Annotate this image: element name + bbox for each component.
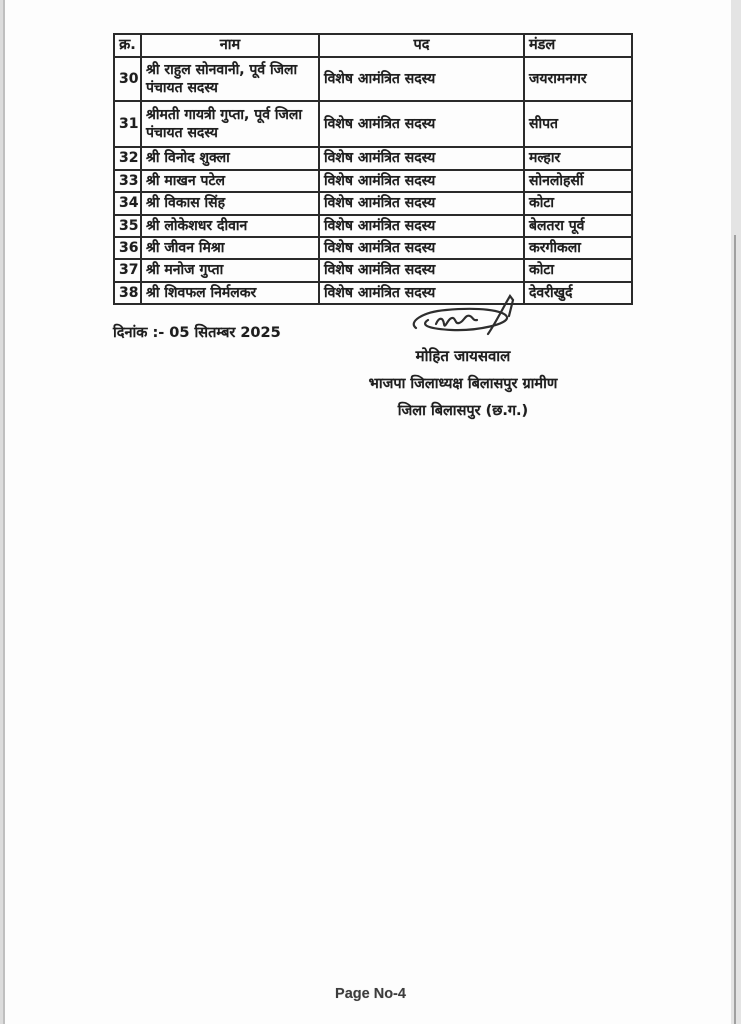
cell-name: श्री राहुल सोनवानी, पूर्व जिला पंचायत सदस्य	[141, 57, 319, 101]
cell-post: विशेष आमंत्रित सदस्य	[319, 57, 524, 101]
cell-name: श्री विकास सिंह	[141, 192, 319, 214]
signatory-title: भाजपा जिलाध्यक्ष बिलासपुर ग्रामीण	[368, 376, 558, 392]
cell-mandal: बेलतरा पूर्व	[524, 215, 632, 237]
cell-mandal: जयरामनगर	[524, 57, 632, 101]
cell-post: विशेष आमंत्रित सदस्य	[319, 282, 524, 304]
cell-mandal: देवरीखुर्द	[524, 282, 632, 304]
cell-serial: 34	[114, 192, 141, 214]
members-table	[113, 33, 633, 305]
cell-name: श्री शिवफल निर्मलकर	[141, 282, 319, 304]
cell-name: श्रीमती गायत्री गुप्ता, पूर्व जिला पंचायत सदस्य	[141, 101, 319, 147]
cell-serial: 36	[114, 237, 141, 259]
table-row	[114, 259, 632, 281]
cell-post: विशेष आमंत्रित सदस्य	[319, 147, 524, 169]
date-line: दिनांक :- 05 सितम्बर 2025	[113, 325, 281, 341]
cell-mandal: कोटा	[524, 192, 632, 214]
cell-mandal: सीपत	[524, 101, 632, 147]
cell-post: विशेष आमंत्रित सदस्य	[319, 170, 524, 192]
cell-name: श्री जीवन मिश्रा	[141, 237, 319, 259]
table-row	[114, 215, 632, 237]
cell-post: विशेष आमंत्रित सदस्य	[319, 215, 524, 237]
signatory-district: जिला बिलासपुर (छ.ग.)	[397, 403, 529, 419]
cell-serial: 30	[114, 57, 141, 101]
scan-edge-right-line	[734, 235, 736, 1024]
cell-name: श्री लोकेशधर दीवान	[141, 215, 319, 237]
cell-serial: 31	[114, 101, 141, 147]
cell-name: श्री मनोज गुप्ता	[141, 259, 319, 281]
cell-serial: 35	[114, 215, 141, 237]
cell-serial: 37	[114, 259, 141, 281]
table-row	[114, 170, 632, 192]
table-row	[114, 282, 632, 304]
header-name: नाम	[141, 34, 319, 57]
cell-mandal: कोटा	[524, 259, 632, 281]
table-row	[114, 101, 632, 147]
table-row	[114, 192, 632, 214]
cell-post: विशेष आमंत्रित सदस्य	[319, 192, 524, 214]
table-header-row	[114, 34, 632, 57]
header-serial: क्र.	[114, 34, 141, 57]
cell-name: श्री माखन पटेल	[141, 170, 319, 192]
table-row	[114, 237, 632, 259]
cell-serial: 32	[114, 147, 141, 169]
page-number: Page No-4	[335, 986, 406, 1002]
scan-edge-right-band	[731, 0, 741, 1024]
cell-mandal: करगीकला	[524, 237, 632, 259]
table-row	[114, 147, 632, 169]
cell-serial: 38	[114, 282, 141, 304]
signature-scribble	[406, 294, 524, 350]
cell-post: विशेष आमंत्रित सदस्य	[319, 259, 524, 281]
table-row	[114, 57, 632, 101]
cell-name: श्री विनोद शुक्ला	[141, 147, 319, 169]
signatory-block	[327, 346, 599, 420]
signatory-name: मोहित जायसवाल	[415, 347, 511, 365]
cell-serial: 33	[114, 170, 141, 192]
cell-mandal: सोनलोहर्सी	[524, 170, 632, 192]
header-post: पद	[319, 34, 524, 57]
scan-edge-left-line	[3, 0, 5, 1024]
cell-post: विशेष आमंत्रित सदस्य	[319, 101, 524, 147]
cell-mandal: मल्हार	[524, 147, 632, 169]
header-mandal: मंडल	[524, 34, 632, 57]
cell-post: विशेष आमंत्रित सदस्य	[319, 237, 524, 259]
